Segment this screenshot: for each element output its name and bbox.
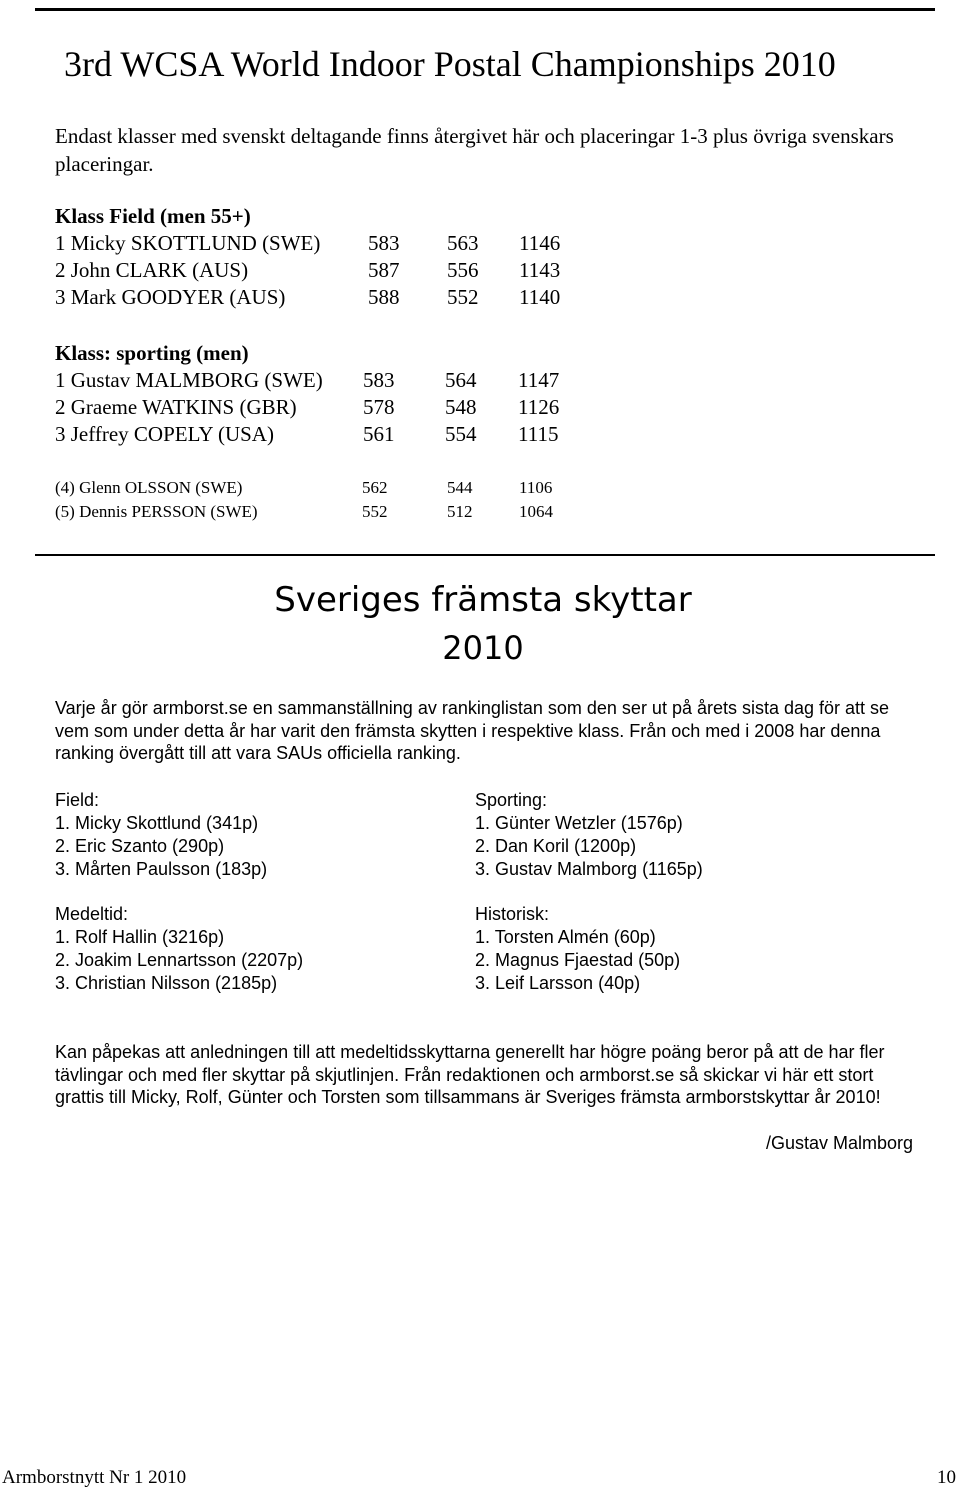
competitor-name: 3 Mark GOODYER (AUS) (55, 285, 286, 309)
score-round-1: 552 (362, 502, 388, 521)
page-title: 3rd WCSA World Indoor Postal Championships 2010 (64, 44, 836, 84)
ranking-entry: 1. Micky Skottlund (341p) (55, 813, 259, 833)
ranking-entry: 3. Mårten Paulsson (183p) (55, 859, 268, 879)
score-total: 1147 (518, 368, 560, 392)
score-round-2: 554 (445, 422, 477, 446)
competitor-name: 1 Gustav MALMBORG (SWE) (55, 368, 323, 392)
score-total: 1146 (519, 231, 561, 255)
ranking-entry: 3. Christian Nilsson (2185p) (55, 973, 278, 993)
intro-paragraph: Endast klasser med svenskt deltagande finns återgivet här och placeringar 1-3 plus övriga svenskars placeringar. (55, 124, 894, 176)
result-row (55, 284, 561, 311)
author-signature: /Gustav Malmborg (765, 1133, 913, 1153)
score-round-2: 552 (447, 285, 479, 309)
ranking-entry: 1. Torsten Almén (60p) (475, 927, 656, 947)
ranking-title: Sveriges främsta skyttar (274, 580, 692, 620)
ranking-entry: 1. Rolf Hallin (3216p) (55, 927, 225, 947)
ranking-category-field (55, 789, 267, 881)
result-row (55, 230, 561, 257)
score-round-2: 556 (447, 258, 479, 282)
ranking-category-sporting (475, 789, 703, 881)
competitor-name: (4) Glenn OLSSON (SWE) (55, 478, 243, 497)
competitor-name: 2 Graeme WATKINS (GBR) (55, 395, 297, 419)
score-round-2: 548 (445, 395, 477, 419)
result-row (55, 421, 559, 448)
closing-paragraph: Kan påpekas att anledningen till att medeltidsskyttarna generellt har högre poäng beror på att de har fler tävlingar och med fler skyttar på skjutlinjen. Från redaktionen och armborst.se så skickar vi här ett stort grattis till Micky, Rolf, Günter och Torsten som tillsammans är Sveriges främsta armborstskyttar år 2010! (55, 1042, 885, 1107)
competitor-name: 2 John CLARK (AUS) (55, 258, 249, 282)
results-class-field (55, 203, 561, 311)
score-round-2: 544 (447, 478, 473, 497)
score-total: 1115 (518, 422, 559, 446)
ranking-category-historisk (475, 903, 680, 995)
result-row (55, 367, 560, 394)
score-round-1: 562 (362, 478, 388, 497)
ranking-entry: 3. Leif Larsson (40p) (475, 973, 641, 993)
competitor-name: 1 Micky SKOTTLUND (SWE) (55, 231, 321, 255)
score-total: 1143 (519, 258, 561, 282)
score-round-1: 583 (363, 368, 395, 392)
ranking-entry: 1. Günter Wetzler (1576p) (475, 813, 683, 833)
ranking-entry: 2. Dan Koril (1200p) (475, 836, 637, 856)
competitor-name: 3 Jeffrey COPELY (USA) (55, 422, 274, 446)
ranking-entry: 2. Eric Szanto (290p) (55, 836, 225, 856)
score-round-1: 587 (368, 258, 400, 282)
score-total: 1106 (519, 478, 553, 497)
competitor-name: (5) Dennis PERSSON (SWE) (55, 502, 258, 521)
score-round-2: 563 (447, 231, 479, 255)
ranking-entry: 2. Magnus Fjaestad (50p) (475, 950, 681, 970)
score-round-1: 578 (363, 395, 395, 419)
ranking-intro-paragraph: Varje år gör armborst.se en sammanställning av rankinglistan som den ser ut på årets sista dag för att se vem som under detta år har varit den främsta skytten i respektive klass. Från och med i 2008 har denna ranking övergått till att vara SAUs officiella ranking. (55, 698, 890, 763)
category-label: Sporting: (475, 790, 548, 810)
score-round-1: 588 (368, 285, 400, 309)
section-divider (35, 554, 935, 556)
result-row (55, 257, 561, 284)
score-total: 1126 (518, 395, 560, 419)
category-label: Medeltid: (55, 904, 129, 924)
score-round-2: 512 (447, 502, 473, 521)
result-row (55, 394, 560, 421)
score-round-2: 564 (445, 368, 477, 392)
class-heading: Klass: sporting (men) (55, 341, 249, 365)
top-rule (35, 8, 935, 11)
category-label: Field: (55, 790, 100, 810)
ranking-year: 2010 (442, 629, 524, 667)
results-class-sporting (55, 340, 560, 448)
ranking-entry: 3. Gustav Malmborg (1165p) (475, 859, 703, 879)
class-heading: Klass Field (men 55+) (55, 204, 251, 228)
ranking-entry: 2. Joakim Lennartsson (2207p) (55, 950, 304, 970)
footer-publication: Armborstnytt Nr 1 2010 (2, 1467, 187, 1488)
score-total: 1064 (519, 502, 553, 521)
ranking-category-medeltid (55, 903, 303, 995)
score-round-1: 583 (368, 231, 400, 255)
category-label: Historisk: (475, 904, 550, 924)
score-round-1: 561 (363, 422, 395, 446)
score-total: 1140 (519, 285, 561, 309)
footer-page-number: 10 (937, 1467, 956, 1488)
